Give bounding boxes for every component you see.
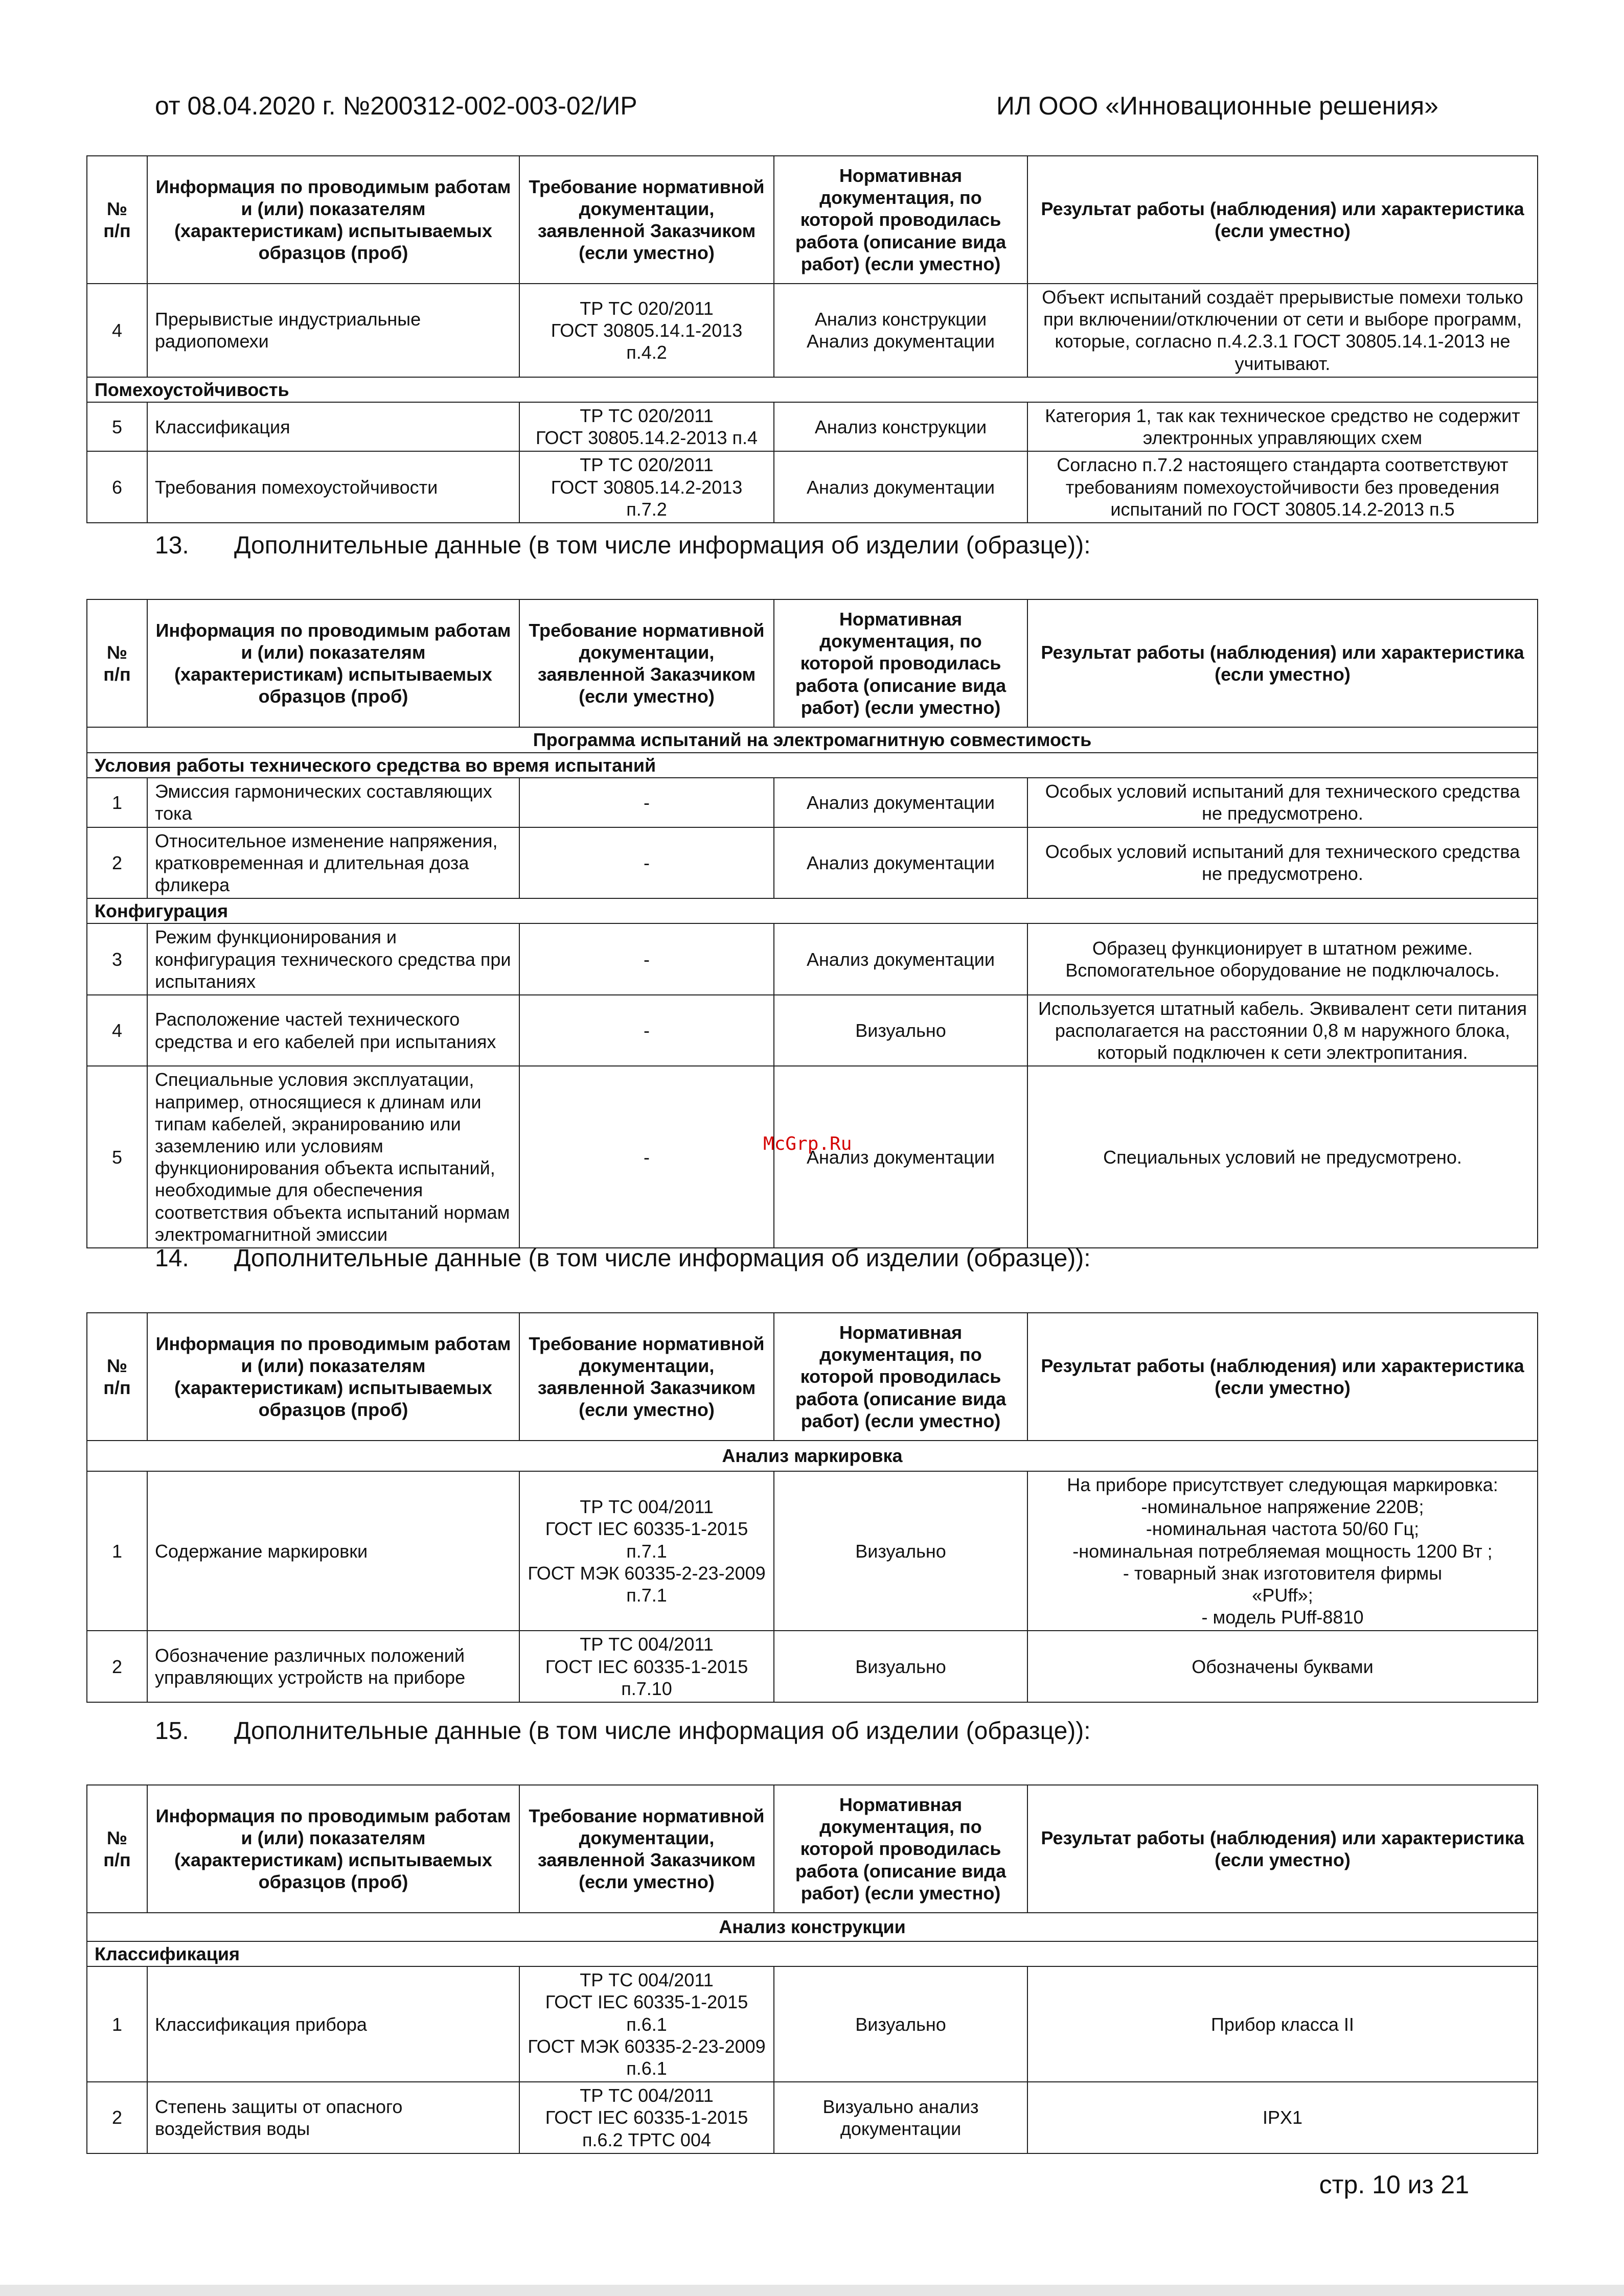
row-result: Особых условий испытаний для технического средства не предусмотрено. — [1027, 827, 1538, 899]
section-title: Классификация — [87, 1941, 1538, 1966]
table-row — [87, 1966, 1538, 2082]
row-info: Обозначение различных положений управляющих устройств на приборе — [147, 1631, 519, 1702]
row-req: ТР ТС 004/2011 ГОСТ IEC 60335-1-2015 п.7.10 — [519, 1631, 774, 1702]
program-title: Программа испытаний на электромагнитную совместимость — [87, 727, 1538, 753]
row-result: Категория 1, так как техническое средство не содержит электронных управляющих схем — [1027, 402, 1538, 451]
row-num: 1 — [87, 1966, 147, 2082]
row-norm: Визуально — [774, 1966, 1027, 2082]
row-result: Объект испытаний создаёт прерывистые помехи только при включении/отключении от сети и выборе программ, которые, согласно п.4.2.3.1 ГОСТ 30805.14.1-2013 не учитывают. — [1027, 284, 1538, 377]
row-num: 5 — [87, 402, 147, 451]
section-13-heading — [155, 531, 1091, 560]
row-result: На приборе присутствует следующая маркировка: -номинальное напряжение 220В; -номинальная частота 50/60 Гц; -номинальная потребляемая мощность 1200 Вт ; - товарный знак изготовителя фирмы «PUff»; - модель PUff-8810 — [1027, 1471, 1538, 1631]
col-norm-header: Нормативная документация, по которой проводилась работа (описание вида работ) (если уместно) — [774, 599, 1027, 727]
row-num: 2 — [87, 2082, 147, 2153]
row-norm: Анализ документации — [774, 451, 1027, 523]
table-header-row — [87, 599, 1538, 727]
section-14-heading — [155, 1244, 1091, 1272]
table-row — [87, 923, 1538, 995]
table-row — [87, 995, 1538, 1066]
page-number: стр. 10 из 21 — [1319, 2170, 1469, 2199]
section-row — [87, 898, 1538, 923]
row-info: Требования помехоустойчивости — [147, 451, 519, 523]
row-norm: Анализ конструкции — [774, 402, 1027, 451]
row-info: Классификация прибора — [147, 1966, 519, 2082]
section-title: Дополнительные данные (в том числе информация об изделии (образце)): — [234, 1718, 1091, 1745]
bottom-bar — [0, 2285, 1624, 2296]
col-req-header: Требование нормативной документации, заявленной Заказчиком (если уместно) — [519, 1313, 774, 1441]
section-row — [87, 377, 1538, 402]
program-row — [87, 727, 1538, 753]
row-norm: Анализ конструкции Анализ документации — [774, 284, 1027, 377]
col-req-header: Требование нормативной документации, заявленной Заказчиком (если уместно) — [519, 156, 774, 284]
row-req: - — [519, 778, 774, 827]
row-result: Особых условий испытаний для технического средства не предусмотрено. — [1027, 778, 1538, 827]
section-number: 14. — [155, 1245, 189, 1272]
table-row — [87, 1066, 1538, 1248]
row-info: Расположение частей технического средства и его кабелей при испытаниях — [147, 995, 519, 1066]
section-row — [87, 753, 1538, 778]
row-info: Специальные условия эксплуатации, например, относящиеся к длинам или типам кабелей, экранированию или заземлению или условиям функционирования объекта испытаний, необходимые для обеспечения соответствия объекта испытаний нормам электромагнитной эмиссии — [147, 1066, 519, 1248]
row-info: Прерывистые индустриальные радиопомехи — [147, 284, 519, 377]
row-req: - — [519, 923, 774, 995]
row-req: - — [519, 827, 774, 899]
document-number: от 08.04.2020 г. №200312-002-003-02/ИР — [155, 91, 637, 120]
col-result-header: Результат работы (наблюдения) или характеристика (если уместно) — [1027, 156, 1538, 284]
table-row — [87, 2082, 1538, 2153]
table-row — [87, 451, 1538, 523]
row-norm: Визуально — [774, 1471, 1027, 1631]
row-norm: Анализ документации — [774, 827, 1027, 899]
row-result: Прибор класса II — [1027, 1966, 1538, 2082]
program-title: Анализ конструкции — [87, 1913, 1538, 1941]
row-result: Специальных условий не предусмотрено. — [1027, 1066, 1538, 1248]
row-norm: Визуально — [774, 995, 1027, 1066]
results-table-4 — [86, 1784, 1538, 2154]
row-req: ТР ТС 020/2011 ГОСТ 30805.14.2-2013 п.4 — [519, 402, 774, 451]
row-norm: Визуально — [774, 1631, 1027, 1702]
results-table-3 — [86, 1312, 1538, 1703]
row-norm: Анализ документации — [774, 923, 1027, 995]
row-info: Классификация — [147, 402, 519, 451]
row-num: 3 — [87, 923, 147, 995]
row-req: ТР ТС 004/2011 ГОСТ IEC 60335-1-2015 п.7.1 ГОСТ МЭК 60335-2-23-2009 п.7.1 — [519, 1471, 774, 1631]
watermark: McGrp.Ru — [763, 1133, 852, 1154]
col-result-header: Результат работы (наблюдения) или характеристика (если уместно) — [1027, 1313, 1538, 1441]
table-header-row — [87, 1313, 1538, 1441]
lab-name: ИЛ ООО «Инновационные решения» — [996, 91, 1438, 120]
row-result: Обозначены буквами — [1027, 1631, 1538, 1702]
section-title: Помехоустойчивость — [87, 377, 1538, 402]
results-table-1 — [86, 155, 1538, 523]
program-title: Анализ маркировка — [87, 1441, 1538, 1471]
row-req: ТР ТС 020/2011 ГОСТ 30805.14.1-2013 п.4.2 — [519, 284, 774, 377]
row-result: Образец функционирует в штатном режиме. Вспомогательное оборудование не подключалось. — [1027, 923, 1538, 995]
row-num: 2 — [87, 1631, 147, 1702]
row-info: Режим функционирования и конфигурация технического средства при испытаниях — [147, 923, 519, 995]
program-row — [87, 1441, 1538, 1471]
col-num-header: № п/п — [87, 1313, 147, 1441]
row-num: 5 — [87, 1066, 147, 1248]
row-norm: Анализ документации — [774, 1066, 1027, 1248]
section-number: 15. — [155, 1718, 189, 1745]
table-row — [87, 1471, 1538, 1631]
section-15-heading — [155, 1717, 1091, 1745]
page-header — [155, 91, 1438, 121]
table-row — [87, 778, 1538, 827]
row-req: ТР ТС 004/2011 ГОСТ IEC 60335-1-2015 п.6.1 ГОСТ МЭК 60335-2-23-2009 п.6.1 — [519, 1966, 774, 2082]
col-num-header: № п/п — [87, 1785, 147, 1913]
col-info-header: Информация по проводимым работам и (или) показателям (характеристикам) испытываемых образцов (проб) — [147, 599, 519, 727]
col-info-header: Информация по проводимым работам и (или) показателям (характеристикам) испытываемых образцов (проб) — [147, 156, 519, 284]
section-title: Конфигурация — [87, 898, 1538, 923]
row-info: Относительное изменение напряжения, кратковременная и длительная доза фликера — [147, 827, 519, 899]
row-req: - — [519, 995, 774, 1066]
table-row — [87, 284, 1538, 377]
col-num-header: № п/п — [87, 156, 147, 284]
row-num: 1 — [87, 1471, 147, 1631]
col-info-header: Информация по проводимым работам и (или) показателям (характеристикам) испытываемых образцов (проб) — [147, 1313, 519, 1441]
col-norm-header: Нормативная документация, по которой проводилась работа (описание вида работ) (если уместно) — [774, 156, 1027, 284]
col-result-header: Результат работы (наблюдения) или характеристика (если уместно) — [1027, 1785, 1538, 1913]
section-title: Условия работы технического средства во время испытаний — [87, 753, 1538, 778]
table-row — [87, 827, 1538, 899]
table-header-row — [87, 1785, 1538, 1913]
section-row — [87, 1941, 1538, 1966]
col-req-header: Требование нормативной документации, заявленной Заказчиком (если уместно) — [519, 599, 774, 727]
col-info-header: Информация по проводимым работам и (или) показателям (характеристикам) испытываемых образцов (проб) — [147, 1785, 519, 1913]
section-title: Дополнительные данные (в том числе информация об изделии (образце)): — [234, 1245, 1091, 1272]
row-norm: Анализ документации — [774, 778, 1027, 827]
row-req: - — [519, 1066, 774, 1248]
row-num: 4 — [87, 995, 147, 1066]
col-result-header: Результат работы (наблюдения) или характеристика (если уместно) — [1027, 599, 1538, 727]
col-req-header: Требование нормативной документации, заявленной Заказчиком (если уместно) — [519, 1785, 774, 1913]
row-num: 6 — [87, 451, 147, 523]
row-info: Содержание маркировки — [147, 1471, 519, 1631]
section-number: 13. — [155, 532, 189, 559]
row-req: ТР ТС 020/2011 ГОСТ 30805.14.2-2013 п.7.2 — [519, 451, 774, 523]
table-header-row — [87, 156, 1538, 284]
row-result: Используется штатный кабель. Эквивалент сети питания располагается на расстоянии 0,8 м наружного блока, который подключен к сети электропитания. — [1027, 995, 1538, 1066]
row-result: Согласно п.7.2 настоящего стандарта соответствуют требованиям помехоустойчивости без проведения испытаний по ГОСТ 30805.14.2-2013 п.5 — [1027, 451, 1538, 523]
col-num-header: № п/п — [87, 599, 147, 727]
col-norm-header: Нормативная документация, по которой проводилась работа (описание вида работ) (если уместно) — [774, 1785, 1027, 1913]
table-row — [87, 1631, 1538, 1702]
row-num: 1 — [87, 778, 147, 827]
table-row — [87, 402, 1538, 451]
program-row — [87, 1913, 1538, 1941]
row-norm: Визуально анализ документации — [774, 2082, 1027, 2153]
row-num: 4 — [87, 284, 147, 377]
col-norm-header: Нормативная документация, по которой проводилась работа (описание вида работ) (если уместно) — [774, 1313, 1027, 1441]
row-info: Степень защиты от опасного воздействия воды — [147, 2082, 519, 2153]
row-result: IPX1 — [1027, 2082, 1538, 2153]
row-info: Эмиссия гармонических составляющих тока — [147, 778, 519, 827]
row-num: 2 — [87, 827, 147, 899]
section-title: Дополнительные данные (в том числе информация об изделии (образце)): — [234, 532, 1091, 559]
row-req: ТР ТС 004/2011 ГОСТ IEC 60335-1-2015 п.6.2 ТРТС 004 — [519, 2082, 774, 2153]
